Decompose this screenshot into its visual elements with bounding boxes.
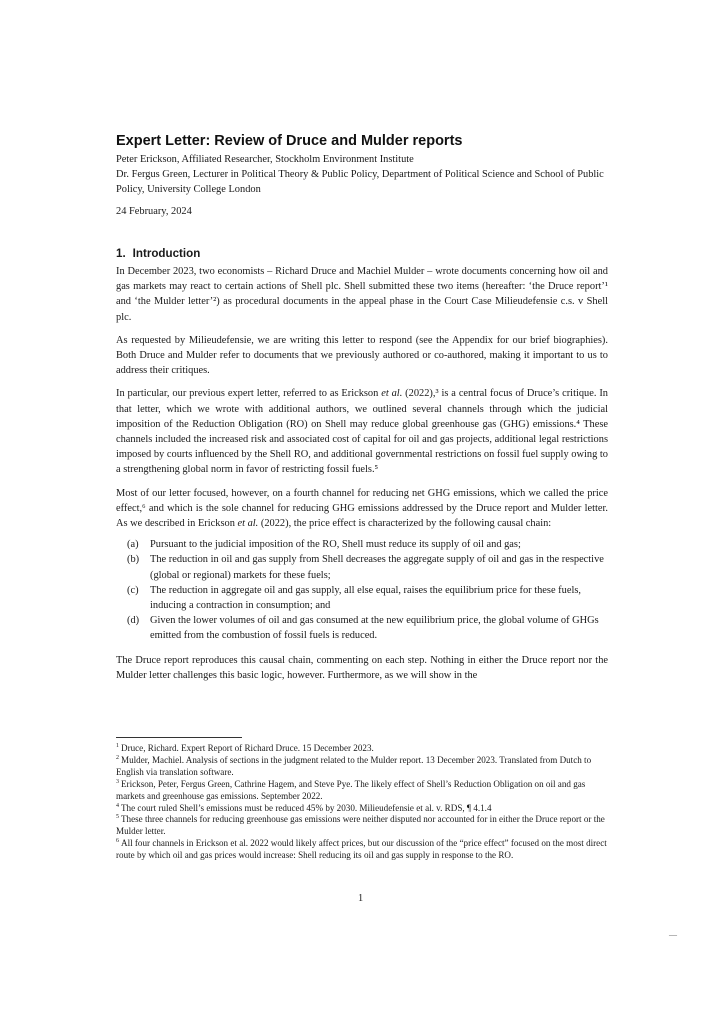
paragraph-text: (2022), the price effect is characterized by the following causal chain: — [258, 518, 552, 530]
causal-chain-list — [116, 537, 608, 643]
footnote-number: 4 — [116, 802, 119, 809]
list-marker: (c) — [127, 584, 139, 596]
footnote — [116, 743, 608, 755]
footnote-number: 1 — [116, 742, 119, 749]
footnote — [116, 779, 608, 803]
list-marker: (a) — [127, 539, 139, 551]
footnote — [116, 838, 608, 862]
list-item — [116, 552, 608, 582]
paragraph-text: (2022),³ is a central focus of Druce’s critique. In that letter, which we wrote with additional authors, we outlined several channels through which the judicial imposition of the Reduction Obligation (RO) on Shell may reduce global greenhouse gas (GHG) emissions.⁴ These channels included the increased risk and associated cost of capital for oil and gas projects, additional legal restrictions imposed by courts influenced by the Shell RO, and additional governmental restrictions on fossil fuel supply owing to a strengthening global norm in favor of restricting fossil fuels.⁵ — [116, 388, 608, 476]
list-marker: (b) — [127, 554, 140, 566]
list-item — [116, 537, 608, 552]
list-item-text: Pursuant to the judicial imposition of the RO, Shell must reduce its supply of oil and gas; — [150, 539, 521, 551]
paragraph-text: In particular, our previous expert letter, referred to as Erickson — [116, 388, 382, 400]
footnote — [116, 803, 608, 815]
letter-body — [116, 133, 608, 691]
footnote-number: 2 — [116, 754, 119, 761]
footnote-text: The court ruled Shell’s emissions must be reduced 45% by 2030. Milieudefensie et al. v. RDS, ¶ 4.1.4 — [121, 802, 492, 813]
section-title: Introduction — [132, 247, 201, 260]
letter-date: 24 February, 2024 — [116, 206, 192, 217]
footnote-number: 5 — [116, 814, 119, 821]
footnote — [116, 755, 608, 779]
section-heading — [116, 247, 608, 260]
page-number: 1 — [358, 893, 364, 904]
footnotes — [116, 743, 608, 862]
document-title: Expert Letter: Review of Druce and Mulder reports — [116, 133, 463, 149]
italic-text: et al. — [381, 388, 403, 400]
paragraph — [116, 486, 608, 532]
section-number: 1. — [116, 247, 126, 260]
footnote-text: Druce, Richard. Expert Report of Richard Druce. 15 December 2023. — [121, 743, 374, 753]
paragraph-text: Most of our letter focused, however, on a fourth channel for reducing net GHG emissions, which we called the price effect,⁶ and which is the sole channel for reducing GHG emissions addressed by the Druce report and Mulder letter. As we described in Erickson — [116, 487, 608, 530]
footnote-number: 6 — [116, 838, 119, 845]
author-line: Dr. Fergus Green, Lecturer in Political Theory & Public Policy, Department of Political Science and School of Public Policy, University College London — [116, 169, 604, 195]
scan-mark: — — [669, 930, 677, 939]
paragraph — [116, 386, 608, 477]
list-marker: (d) — [127, 615, 140, 627]
footnote-divider — [116, 737, 242, 738]
footnote-text: All four channels in Erickson et al. 2022 would likely affect prices, but our discussion of the “price effect” focused on the most direct route by which oil and gas prices would increase: Shell reducing its oil and gas supply in response to the RO. — [116, 838, 607, 861]
footnote-text: These three channels for reducing greenhouse gas emissions were neither disputed nor accounted for in either the Druce report or the Mulder letter. — [116, 814, 605, 837]
paragraph: The Druce report reproduces this causal chain, commenting on each step. Nothing in either the Druce report nor the Mulder letter challenges this basic logic, however. Furthermore, as we will show in the — [116, 654, 608, 681]
list-item — [116, 613, 608, 643]
author-line: Peter Erickson, Affiliated Researcher, Stockholm Environment Institute — [116, 154, 414, 165]
list-item-text: The reduction in oil and gas supply from Shell decreases the aggregate supply of oil and gas in the respective (global or regional) markets for these fuels; — [150, 554, 604, 581]
list-item-text: Given the lower volumes of oil and gas consumed at the new equilibrium price, the global volume of GHGs emitted from the combustion of fossil fuels is reduced. — [150, 615, 599, 642]
footnote — [116, 814, 608, 838]
footnote-text: Mulder, Machiel. Analysis of sections in the judgment related to the Mulder report. 13 December 2023. Translated from Dutch to English via translation software. — [116, 754, 592, 777]
footnote-number: 3 — [116, 778, 119, 785]
footnote-text: Erickson, Peter, Fergus Green, Cathrine Hagem, and Steve Pye. The likely effect of Shell’s Reduction Obligation on oil and gas markets and greenhouse gas emissions. September 2022. — [116, 778, 586, 801]
italic-text: et al. — [237, 518, 259, 530]
list-item — [116, 583, 608, 613]
list-item-text: The reduction in aggregate oil and gas supply, all else equal, raises the equilibrium price for these fuels, inducing a contraction in consumption; and — [150, 584, 581, 612]
paragraph: In December 2023, two economists – Richard Druce and Machiel Mulder – wrote documents concerning how oil and gas markets may react to certain actions of Shell plc. Shell submitted these two items (hereafter: ‘the Druce report’¹ and ‘the Mulder letter’²) as procedural documents in the appeal phase in the Court Case Milieudefensie c.s. v Shell plc. — [116, 266, 608, 323]
paragraph: As requested by Milieudefensie, we are writing this letter to respond (see the Appendix for our brief biographies). Both Druce and Mulder refer to documents that we previously authored or co-authored, making it important to us to address their critiques. — [116, 334, 608, 377]
